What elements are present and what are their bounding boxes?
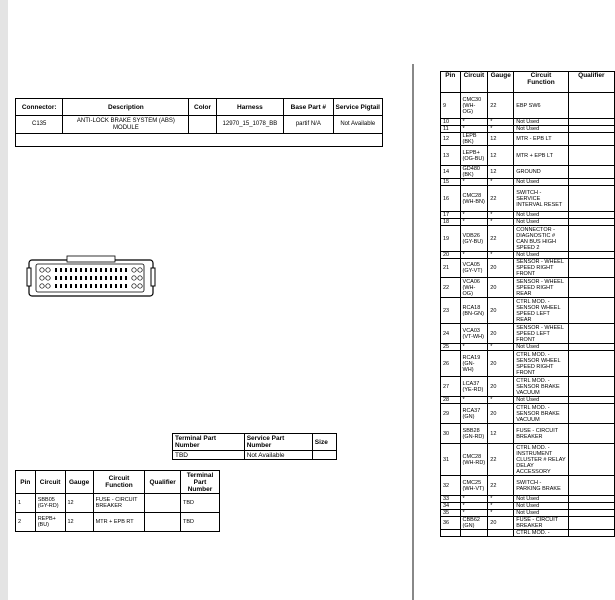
circuit-id: * <box>460 344 488 351</box>
qualifier <box>568 179 614 186</box>
circuit-function: CTRL MOD. - SENSOR BRAKE VACUUM <box>514 377 568 397</box>
gauge-value: * <box>488 496 514 503</box>
table-row <box>441 226 615 252</box>
pin-number: 18 <box>441 219 461 226</box>
qualifier <box>568 351 614 377</box>
circuit-function: CTRL MOD. - SENSOR WHEEL SPEED RIGHT FRONT <box>514 351 568 377</box>
gauge-value: 20 <box>488 278 514 298</box>
pin-number: 24 <box>441 324 461 344</box>
gauge-value: 20 <box>488 259 514 278</box>
circuit-id: RCA18 (BN-GN) <box>460 298 488 324</box>
pin-table-left-header-row <box>16 471 220 494</box>
circuit-id: * <box>460 179 488 186</box>
gauge-value: * <box>488 252 514 259</box>
circuit-id: * <box>460 126 488 133</box>
table-row <box>441 146 615 166</box>
circuit-function: FUSE - CIRCUIT BREAKER <box>93 494 145 513</box>
circuit-id: SBB05 (GY-RD) <box>35 494 65 513</box>
header-circuit: Circuit <box>460 72 488 93</box>
pin-number: 23 <box>441 298 461 324</box>
terminal-part: TBD <box>181 494 220 513</box>
circuit-function: Not Used <box>514 397 568 404</box>
gauge-value: 20 <box>488 298 514 324</box>
gauge-value: 22 <box>488 186 514 212</box>
header-color: Color <box>189 99 216 116</box>
qualifier <box>568 126 614 133</box>
pin-number: 16 <box>441 186 461 212</box>
pin-number: 33 <box>441 496 461 503</box>
connector-row <box>16 116 383 134</box>
table-row <box>441 259 615 278</box>
circuit-function: Not Used <box>514 344 568 351</box>
header-circuit-function: Circuit Function <box>514 72 568 93</box>
table-row <box>16 494 220 513</box>
pin-number: 2 <box>16 513 36 532</box>
circuit-id: VCA06 (WH-OG) <box>460 278 488 298</box>
qualifier <box>568 93 614 119</box>
circuit-function: Not Used <box>514 510 568 517</box>
gauge-value: 20 <box>488 404 514 424</box>
table-row <box>441 219 615 226</box>
circuit-function: Not Used <box>514 212 568 219</box>
circuit-function: CTRL MOD. - INSTRUMENT CLUSTER # RELAY DELAY ACCESSORY <box>514 444 568 476</box>
pin-number: 27 <box>441 377 461 397</box>
circuit-id: CBB62 (GN) <box>460 517 488 530</box>
page-divider <box>412 64 414 600</box>
circuit-id: VDB26 (GY-BU) <box>460 226 488 252</box>
table-row <box>441 476 615 496</box>
qualifier <box>145 494 181 513</box>
pin-number: 32 <box>441 476 461 496</box>
pin-number: 15 <box>441 179 461 186</box>
table-row <box>441 179 615 186</box>
pin-number: 17 <box>441 212 461 219</box>
table-row <box>441 503 615 510</box>
gauge-value: * <box>488 119 514 126</box>
gauge-value: * <box>488 126 514 133</box>
header-qualifier: Qualifier <box>568 72 614 93</box>
qualifier <box>568 496 614 503</box>
header-service-pigtail: Service Pigtail <box>333 99 382 116</box>
header-terminal-part-number: Terminal Part Number <box>173 434 245 451</box>
table-row <box>441 444 615 476</box>
circuit-id: LEPB+ (OG-BU) <box>460 146 488 166</box>
circuit-function: CTRL MOD. - SENSOR BRAKE VACUUM <box>514 404 568 424</box>
header-pin: Pin <box>16 471 36 494</box>
circuit-id: CMC28 (WH-BN) <box>460 186 488 212</box>
qualifier <box>568 252 614 259</box>
qualifier <box>568 186 614 212</box>
gauge-value: 12 <box>65 494 93 513</box>
circuit-id: * <box>460 496 488 503</box>
pin-number: 28 <box>441 397 461 404</box>
pin-table-right <box>440 71 615 537</box>
table-row <box>441 424 615 444</box>
terminal-size <box>312 451 336 460</box>
connector-spacer-row <box>16 134 383 147</box>
table-row <box>441 344 615 351</box>
table-row <box>441 212 615 219</box>
table-row <box>441 496 615 503</box>
qualifier <box>145 513 181 532</box>
circuit-function: SENSOR - WHEEL SPEED RIGHT FRONT <box>514 259 568 278</box>
terminal-part-number: TBD <box>173 451 245 460</box>
qualifier <box>568 278 614 298</box>
qualifier <box>568 146 614 166</box>
circuit-id: VCA03 (VT-WH) <box>460 324 488 344</box>
header-base-part: Base Part # <box>284 99 333 116</box>
terminal-part-table <box>172 433 337 460</box>
qualifier <box>568 377 614 397</box>
circuit-function: CTRL MOD. - SENSOR WHEEL SPEED LEFT REAR <box>514 298 568 324</box>
qualifier <box>568 476 614 496</box>
gauge-value: 20 <box>488 351 514 377</box>
table-row <box>441 404 615 424</box>
pin-number: 29 <box>441 404 461 424</box>
table-row <box>441 126 615 133</box>
gauge-value: * <box>488 179 514 186</box>
terminal-part: TBD <box>181 513 220 532</box>
connector-harness: 12970_15_1078_BB <box>216 116 284 134</box>
circuit-id: * <box>460 252 488 259</box>
gauge-value: 12 <box>488 424 514 444</box>
gauge-value: * <box>488 503 514 510</box>
connector-spacer-cell <box>16 134 383 147</box>
circuit-id: LCA37 (YE-RD) <box>460 377 488 397</box>
connector-base-part: partif N/A <box>284 116 333 134</box>
header-gauge: Gauge <box>65 471 93 494</box>
pin-number: 26 <box>441 351 461 377</box>
pin-table-right-body <box>441 93 615 537</box>
gauge-value: * <box>488 219 514 226</box>
pin-number: 19 <box>441 226 461 252</box>
circuit-id: GD480 (BK) <box>460 166 488 179</box>
circuit-function: SENSOR - WHEEL SPEED RIGHT REAR <box>514 278 568 298</box>
header-harness: Harness <box>216 99 284 116</box>
qualifier <box>568 510 614 517</box>
qualifier <box>568 503 614 510</box>
circuit-id: REPB+ (BU) <box>35 513 65 532</box>
gauge-value: 12 <box>488 166 514 179</box>
gauge-value: 20 <box>488 377 514 397</box>
qualifier <box>568 166 614 179</box>
circuit-function: SWITCH - PARKING BRAKE <box>514 476 568 496</box>
gauge-value: 12 <box>65 513 93 532</box>
table-row <box>441 93 615 119</box>
table-row <box>441 252 615 259</box>
circuit-function: Not Used <box>514 496 568 503</box>
table-row <box>441 133 615 146</box>
circuit-function: SENSOR - WHEEL SPEED LEFT FRONT <box>514 324 568 344</box>
gauge-value: 22 <box>488 226 514 252</box>
pin-number: 21 <box>441 259 461 278</box>
gauge-value: 12 <box>488 146 514 166</box>
table-row <box>441 397 615 404</box>
gauge-value: 12 <box>488 133 514 146</box>
circuit-function: Not Used <box>514 503 568 510</box>
qualifier <box>568 444 614 476</box>
connector-color <box>189 116 216 134</box>
qualifier <box>568 259 614 278</box>
qualifier <box>568 324 614 344</box>
table-row <box>441 510 615 517</box>
gauge-value <box>488 530 514 537</box>
circuit-id: CMC30 (WH-OG) <box>460 93 488 119</box>
circuit-function: Not Used <box>514 126 568 133</box>
circuit-function: CONNECTOR - DIAGNOSTIC # CAN BUS HIGH SPEED 2 <box>514 226 568 252</box>
table-row <box>441 278 615 298</box>
terminal-part-row <box>173 451 337 460</box>
circuit-function: MTR + EPB LT <box>514 146 568 166</box>
qualifier <box>568 219 614 226</box>
pin-number: 31 <box>441 444 461 476</box>
connector-face-drawing <box>27 254 157 300</box>
qualifier <box>568 397 614 404</box>
table-row <box>441 324 615 344</box>
circuit-function: EBP SW6 <box>514 93 568 119</box>
pin-table-right-header-row <box>441 72 615 93</box>
circuit-function: FUSE - CIRCUIT BREAKER <box>514 424 568 444</box>
circuit-function: FUSE - CIRCUIT BREAKER <box>514 517 568 530</box>
header-qualifier: Qualifier <box>145 471 181 494</box>
gauge-value: 20 <box>488 324 514 344</box>
connector-id: C135 <box>16 116 63 134</box>
circuit-id: * <box>460 212 488 219</box>
pin-number: 9 <box>441 93 461 119</box>
qualifier <box>568 226 614 252</box>
header-size: Size <box>312 434 336 451</box>
circuit-function: Not Used <box>514 219 568 226</box>
qualifier <box>568 212 614 219</box>
qualifier <box>568 344 614 351</box>
circuit-id: RCA19 (GN-WH) <box>460 351 488 377</box>
pin-number: 30 <box>441 424 461 444</box>
circuit-id: * <box>460 503 488 510</box>
pin-number: 11 <box>441 126 461 133</box>
qualifier <box>568 404 614 424</box>
circuit-function: Not Used <box>514 252 568 259</box>
connector-service-pigtail: Not Available <box>333 116 382 134</box>
circuit-function: CTRL MOD. - <box>514 530 568 537</box>
header-circuit: Circuit <box>35 471 65 494</box>
pin-number <box>441 530 461 537</box>
circuit-id: CMC25 (WH-VT) <box>460 476 488 496</box>
circuit-function: SWITCH - SERVICE INTERVAL RESET <box>514 186 568 212</box>
table-row <box>441 166 615 179</box>
gauge-value: 22 <box>488 93 514 119</box>
pin-number: 12 <box>441 133 461 146</box>
circuit-id: * <box>460 119 488 126</box>
gauge-value: 22 <box>488 476 514 496</box>
gauge-value: * <box>488 397 514 404</box>
circuit-id: SBB28 (GN-RD) <box>460 424 488 444</box>
qualifier <box>568 424 614 444</box>
connector-header-row <box>16 99 383 116</box>
gauge-value: * <box>488 344 514 351</box>
circuit-function: Not Used <box>514 119 568 126</box>
header-connector: Connector: <box>16 99 63 116</box>
gauge-value: * <box>488 510 514 517</box>
qualifier <box>568 530 614 537</box>
header-pin: Pin <box>441 72 461 93</box>
pin-number: 10 <box>441 119 461 126</box>
pin-number: 35 <box>441 510 461 517</box>
pin-number: 34 <box>441 503 461 510</box>
qualifier <box>568 298 614 324</box>
circuit-function: MTR + EPB RT <box>93 513 145 532</box>
circuit-function: MTR - EPB LT <box>514 133 568 146</box>
header-description: Description <box>63 99 189 116</box>
pin-number: 25 <box>441 344 461 351</box>
header-terminal-part-number: Terminal Part Number <box>181 471 220 494</box>
service-part-number: Not Available <box>244 451 312 460</box>
table-row <box>441 530 615 537</box>
pin-number: 1 <box>16 494 36 513</box>
qualifier <box>568 119 614 126</box>
header-gauge: Gauge <box>488 72 514 93</box>
circuit-id: * <box>460 510 488 517</box>
table-row <box>441 186 615 212</box>
pin-table-left <box>15 470 220 532</box>
circuit-id: * <box>460 397 488 404</box>
table-row <box>441 517 615 530</box>
table-row <box>441 298 615 324</box>
circuit-function: Not Used <box>514 179 568 186</box>
pin-number: 14 <box>441 166 461 179</box>
gauge-value: 20 <box>488 517 514 530</box>
table-row <box>441 377 615 397</box>
pin-number: 20 <box>441 252 461 259</box>
circuit-id: * <box>460 219 488 226</box>
pin-number: 36 <box>441 517 461 530</box>
header-circuit-function: Circuit Function <box>93 471 145 494</box>
pin-number: 22 <box>441 278 461 298</box>
pin-number: 13 <box>441 146 461 166</box>
connector-table <box>15 98 383 147</box>
header-service-part-number: Service Part Number <box>244 434 312 451</box>
circuit-id: CMC28 (WH-RD) <box>460 444 488 476</box>
circuit-id: LEPB (BK) <box>460 133 488 146</box>
gauge-value: 22 <box>488 444 514 476</box>
connector-description: ANTI-LOCK BRAKE SYSTEM (ABS) MODULE <box>63 116 189 134</box>
table-row <box>441 119 615 126</box>
gauge-value: * <box>488 212 514 219</box>
circuit-id <box>460 530 488 537</box>
qualifier <box>568 517 614 530</box>
circuit-id: RCA37 (GN) <box>460 404 488 424</box>
circuit-id: VCA05 (GY-VT) <box>460 259 488 278</box>
circuit-function: GROUND <box>514 166 568 179</box>
terminal-part-header-row <box>173 434 337 451</box>
table-row <box>16 513 220 532</box>
qualifier <box>568 133 614 146</box>
page-margin <box>0 0 8 600</box>
table-row <box>441 351 615 377</box>
